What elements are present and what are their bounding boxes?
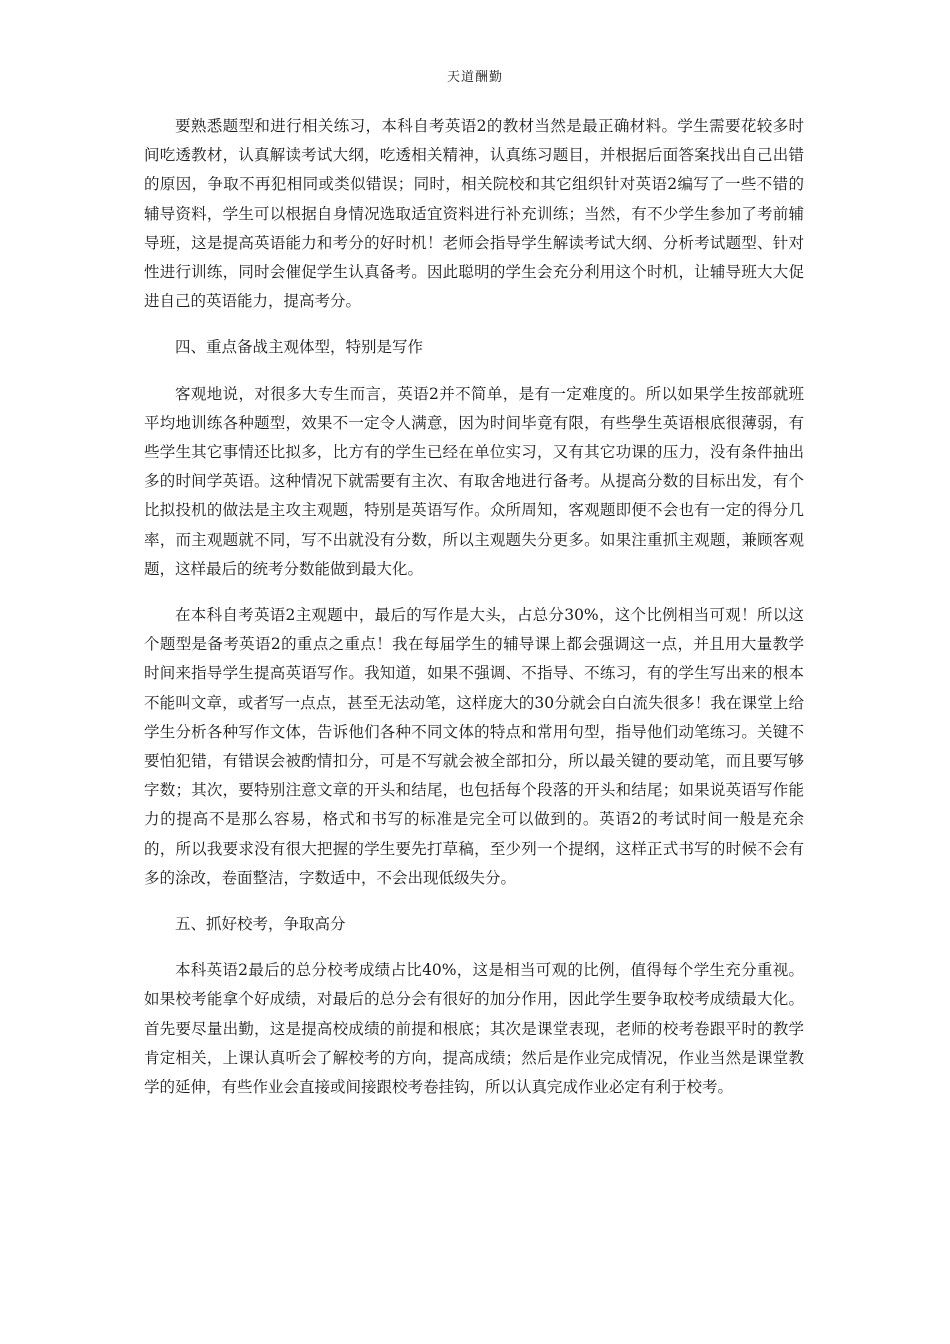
page-header: 天道酬勤 xyxy=(446,70,503,85)
paragraph-writing: 在本科自考英语2主观题中，最后的写作是大头，占总分30%，这个比例相当可观！所以这个题型是备考英语2的重点之重点！我在每届学生的辅导课上都会强调这一点，并且用大量教学时间来指导学生提高英语写作。我知道，如果不强调、不指导、不练习，有的学生写出来的根本不能叫文章，或者写一点点，甚至无法动笔，这样庞大的30分就会白白流失很多！我在课堂上给学生分析各种写作文体，告诉他们各种不同文体的特点和常用句型，指导他们动笔练习。关键不要怕犯错，有错误会被酌情扣分，可是不写就会被全部扣分，所以最关键的要动笔，而且要写够字数；其次，要特别注意文章的开头和结尾，也包括每个段落的开头和结尾；如果说英语写作能力的提高不是那么容易，格式和书写的标准是完全可以做到的。英语2的考试时间一般是充余的，所以我要求没有很大把握的学生要先打草稿，至少列一个提纲，这样正式书写的时候不会有多的涂改，卷面整洁，字数适中，不会出现低级失分。 xyxy=(144,606,804,887)
document-body xyxy=(144,112,804,1119)
section-heading-5: 五、抓好校考，争取高分 xyxy=(175,915,346,934)
paragraph-practice-materials: 要熟悉题型和进行相关练习，本科自考英语2的教材当然是最正确材料。学生需要花较多时间吃透教材，认真解读考试大纲，吃透相关精神，认真练习题目，并根据后面答案找出自己出错的原因，争取不再犯相同或类似错误；同时，相关院校和其它组织针对英语2编写了一些不错的辅导资料，学生可以根据自身情况选取适宜资料进行补充训练；当然，有不少学生参加了考前辅导班，这是提高英语能力和考分的好时机！老师会指导学生解读考试大纲、分析考试题型、针对性进行训练，同时会催促学生认真备考。因此聪明的学生会充分利用这个时机，让辅导班大大促进自己的英语能力，提高考分。 xyxy=(144,117,804,311)
paragraph-school-exam: 本科英语2最后的总分校考成绩占比40%，这是相当可观的比例，值得每个学生充分重视。如果校考能拿个好成绩，对最后的总分会有很好的加分作用，因此学生要争取校考成绩最大化。首先要尽量出勤，这是提高校成绩的前提和根底；其次是课堂表现，老师的校考卷跟平时的教学肯定相关，上课认真听会了解校考的方向，提高成绩；然后是作业完成情况，作业当然是课堂教学的延伸，有些作业会直接或间接跟校考卷挂钩，所以认真完成作业必定有利于校考。 xyxy=(144,961,804,1097)
section-heading-4: 四、重点备战主观体型，特别是写作 xyxy=(175,338,424,357)
paragraph-subjective-focus: 客观地说，对很多大专生而言，英语2并不简单，是有一定难度的。所以如果学生按部就班平均地训练各种题型，效果不一定令人满意，因为时间毕竟有限，有些學生英语根底很薄弱，有些学生其它事情还比拟多，比方有的学生已经在单位实习，又有其它功课的压力，没有条件抽出多的时间学英语。这种情况下就需要有主次、有取舍地进行备考。从提高分数的目标出发，有个比拟投机的做法是主攻主观题，特别是英语写作。众所周知，客观题即便不会也有一定的得分几率，而主观题就不同，写不出就没有分数，所以主观题失分更多。如果注重抓主观题，兼顾客观题，这样最后的统考分数能做到最大化。 xyxy=(144,384,804,578)
